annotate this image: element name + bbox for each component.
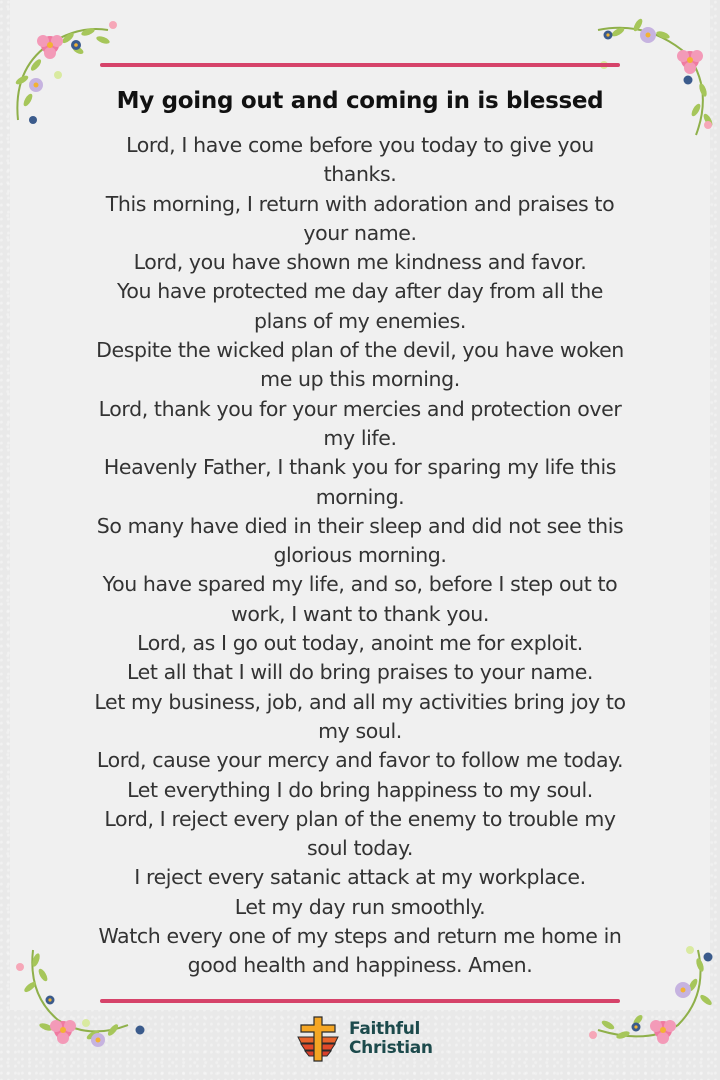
bottom-divider (100, 999, 620, 1003)
prayer-body (40, 131, 680, 981)
logo-line-2: Christian (349, 1038, 433, 1058)
prayer-line: soul today. (307, 836, 413, 861)
prayer-line: Lord, as I go out today, anoint me for exploit. (137, 631, 583, 656)
prayer-line: Let everything I do bring happiness to my soul. (127, 777, 593, 802)
prayer-line: Heavenly Father, I thank you for sparing my life this (103, 455, 617, 480)
prayer-line: glorious morning. (273, 543, 447, 568)
faithful-christian-logo (295, 1015, 433, 1063)
prayer-line: me up this morning. (260, 367, 460, 392)
prayer-line: Lord, you have shown me kindness and favor. (133, 250, 587, 275)
prayer-line: Despite the wicked plan of the devil, you have woken (96, 338, 624, 363)
prayer-line: plans of my enemies. (253, 308, 467, 333)
prayer-line: Lord, thank you for your mercies and protection over (98, 396, 622, 421)
prayer-line: Lord, I reject every plan of the enemy to trouble my (104, 806, 616, 831)
prayer-line: my soul. (318, 718, 402, 743)
prayer-line: work, I want to thank you. (231, 601, 489, 626)
prayer-line: good health and happiness. Amen. (187, 953, 533, 978)
floral-corner-top-right-icon (568, 10, 718, 140)
prayer-line: thanks. (323, 162, 397, 187)
prayer-title: My going out and coming in is blessed (116, 88, 604, 114)
prayer-line: Let my business, job, and all my activities bring joy to (94, 689, 626, 714)
prayer-line: Lord, I have come before you today to give you (126, 133, 594, 157)
prayer-line: Let all that I will do bring praises to your name. (126, 660, 594, 685)
logo-wordmark (349, 1020, 433, 1058)
prayer-line: my life. (323, 425, 397, 450)
prayer-line: Lord, cause your mercy and favor to follow me today. (96, 748, 624, 773)
prayer-line: Watch every one of my steps and return me home in (98, 924, 622, 949)
prayer-line: your name. (303, 220, 417, 245)
prayer-line: This morning, I return with adoration and praises to (105, 191, 615, 216)
prayer-line: So many have died in their sleep and did not see this (96, 513, 624, 538)
cross-wings-icon (295, 1015, 341, 1063)
prayer-line: Let my day run smoothly. (234, 894, 486, 919)
logo-line-1: Faithful (349, 1019, 421, 1039)
prayer-line: I reject every satanic attack at my workplace. (134, 865, 586, 890)
prayer-line: You have protected me day after day from all the (117, 279, 603, 304)
prayer-line: morning. (315, 484, 405, 509)
prayer-line: You have spared my life, and so, before I step out to (102, 572, 618, 597)
top-divider (100, 63, 620, 67)
